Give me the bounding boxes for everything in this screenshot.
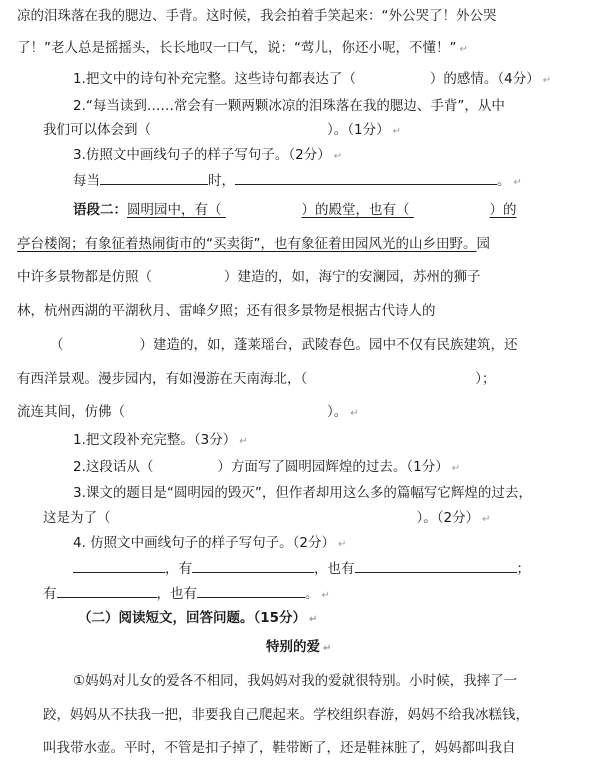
text: ）。（1分）	[327, 122, 390, 138]
question-b4	[73, 533, 346, 555]
return-mark: ↵	[451, 463, 461, 474]
text: 。	[497, 173, 511, 189]
text: ）方面写了圆明园辉煌的过去。（1分）	[217, 459, 449, 475]
return-mark: ↵	[392, 126, 401, 137]
text: ）的	[489, 202, 517, 218]
return-mark: ↵	[321, 590, 330, 601]
text: 林，杭州西湖的平湖秋月、雷峰夕照；还有很多景物是根据古代诗人的	[17, 303, 436, 319]
text: ，也有	[156, 586, 197, 602]
return-mark: ↵	[350, 408, 359, 419]
text: 我们可以体会到（	[43, 122, 151, 138]
section-heading	[78, 608, 317, 630]
question-b1	[73, 430, 248, 452]
question-b2	[73, 457, 460, 479]
text: 有西洋景观。漫步园内，有如漫游在天南海北，（	[17, 371, 308, 387]
text: ；	[516, 561, 530, 577]
text: 每当	[73, 173, 100, 189]
passage2-line-3	[17, 267, 481, 287]
fill-blank[interactable]	[235, 170, 497, 185]
text: 跤，妈妈从不扶我一把，非要我自己爬起来。学校组织春游，妈妈不给我冰糕钱，	[43, 707, 529, 723]
text: 凉的泪珠落在我的腮边、手背。这时候，我会拍着手笑起来：“外公哭了！外公哭	[17, 8, 497, 24]
return-mark: ↵	[333, 151, 343, 162]
fill-blank[interactable]	[100, 170, 208, 185]
return-mark: ↵	[513, 177, 522, 188]
text: ①妈妈对儿女的爱各不相同，我妈妈对我的爱就很特别。小时候，我摔了一	[73, 673, 518, 689]
return-mark: ↵	[239, 436, 248, 447]
text: ）建造的，如，蓬莱瑶台，武陵春色。园中不仅有民族建筑，还	[139, 337, 518, 353]
text: 3.仿照文中画线句子的样子写句子。（2分）	[73, 147, 331, 163]
article-line-1	[73, 671, 517, 691]
text: （二）阅读短文，回答问题。（15分）	[78, 610, 307, 626]
text: 时，	[208, 173, 235, 189]
text: 4. 仿照文中画线句子的样子写句子。（2分）	[73, 535, 336, 551]
article-title	[266, 637, 331, 659]
text: ）；	[475, 371, 496, 387]
question-2-cont	[43, 120, 401, 142]
article-line-3	[43, 738, 516, 758]
text: （	[50, 337, 64, 353]
fill-blank[interactable]	[73, 558, 165, 573]
text: ）建造的，如，海宁的安澜园，苏州的狮子	[224, 269, 481, 285]
text: ）的感情。（4分）	[429, 71, 540, 87]
text: 了！”老人总是摇摇头，长长地叹一口气，说：“莺儿，你还小呢，不懂！”	[17, 40, 457, 56]
article-line-2	[43, 705, 529, 725]
text: ）的殿堂，也有（	[301, 202, 410, 218]
passage2-line-2	[17, 234, 490, 254]
question-b3	[73, 483, 532, 503]
text: 流连其间，仿佛（	[17, 404, 125, 420]
return-mark: ↵	[338, 539, 347, 550]
text: 中许多景物都是仿照（	[17, 269, 152, 285]
fill-blank[interactable]	[57, 583, 157, 598]
text: 叫我带水壶。平时，不管是扣子掉了，鞋带断了，还是鞋袜脏了，妈妈都叫我自	[43, 740, 516, 756]
return-mark: ↵	[323, 643, 332, 654]
text: ）。	[327, 404, 348, 420]
answer-gap[interactable]	[410, 200, 490, 220]
text: 1.把文中的诗句补充完整。这些诗句都表达了（	[73, 71, 356, 87]
text: 3.课文的题目是“圆明园的毁灭”，但作者却用这么多的篇幅写它辉煌的过去，	[73, 485, 532, 501]
text: ）。（2分）	[416, 510, 480, 526]
section-label: 语段二：	[73, 202, 127, 218]
text: 有	[43, 586, 57, 602]
text: 亭台楼阁；有象征着热闹街市的“买卖街”，也有象征着田园风光的山乡田野。	[17, 236, 477, 252]
question-2	[73, 96, 505, 116]
fill-blank[interactable]	[355, 558, 517, 573]
question-3	[73, 145, 342, 167]
return-mark: ↵	[309, 614, 318, 625]
question-3-fill	[73, 170, 522, 193]
text: 2.这段话从（	[73, 459, 154, 475]
return-mark: ↵	[482, 514, 491, 525]
text: 这是为了（	[43, 510, 111, 526]
text: 特别的爱	[266, 639, 320, 655]
answer-gap[interactable]	[222, 200, 302, 220]
text: ，也有	[314, 561, 355, 577]
passage2-line-4	[17, 301, 436, 321]
passage2-line-5	[50, 335, 518, 355]
passage-line-1	[17, 6, 497, 26]
text: 圆明园中，有（	[127, 202, 222, 218]
text: 1.把文段补充完整。（3分）	[73, 432, 237, 448]
fill-blank[interactable]	[197, 583, 305, 598]
fill-blank[interactable]	[192, 558, 314, 573]
return-mark: ↵	[542, 75, 552, 86]
passage-line-2	[17, 38, 468, 60]
text: ，有	[165, 561, 192, 577]
passage2-line-1	[73, 200, 517, 220]
question-b4-fill-2	[43, 583, 330, 606]
passage2-line-7	[17, 402, 359, 424]
text: 园	[476, 236, 490, 252]
text: 2.“每当读到……常会有一颗两颗冰凉的泪珠落在我的腮边、手背”，从中	[73, 98, 505, 114]
return-mark: ↵	[459, 44, 468, 55]
question-b3-cont	[43, 508, 490, 530]
text: 。	[305, 586, 319, 602]
passage2-line-6	[17, 369, 496, 389]
question-b4-fill-1	[73, 558, 530, 579]
question-1	[73, 69, 551, 91]
